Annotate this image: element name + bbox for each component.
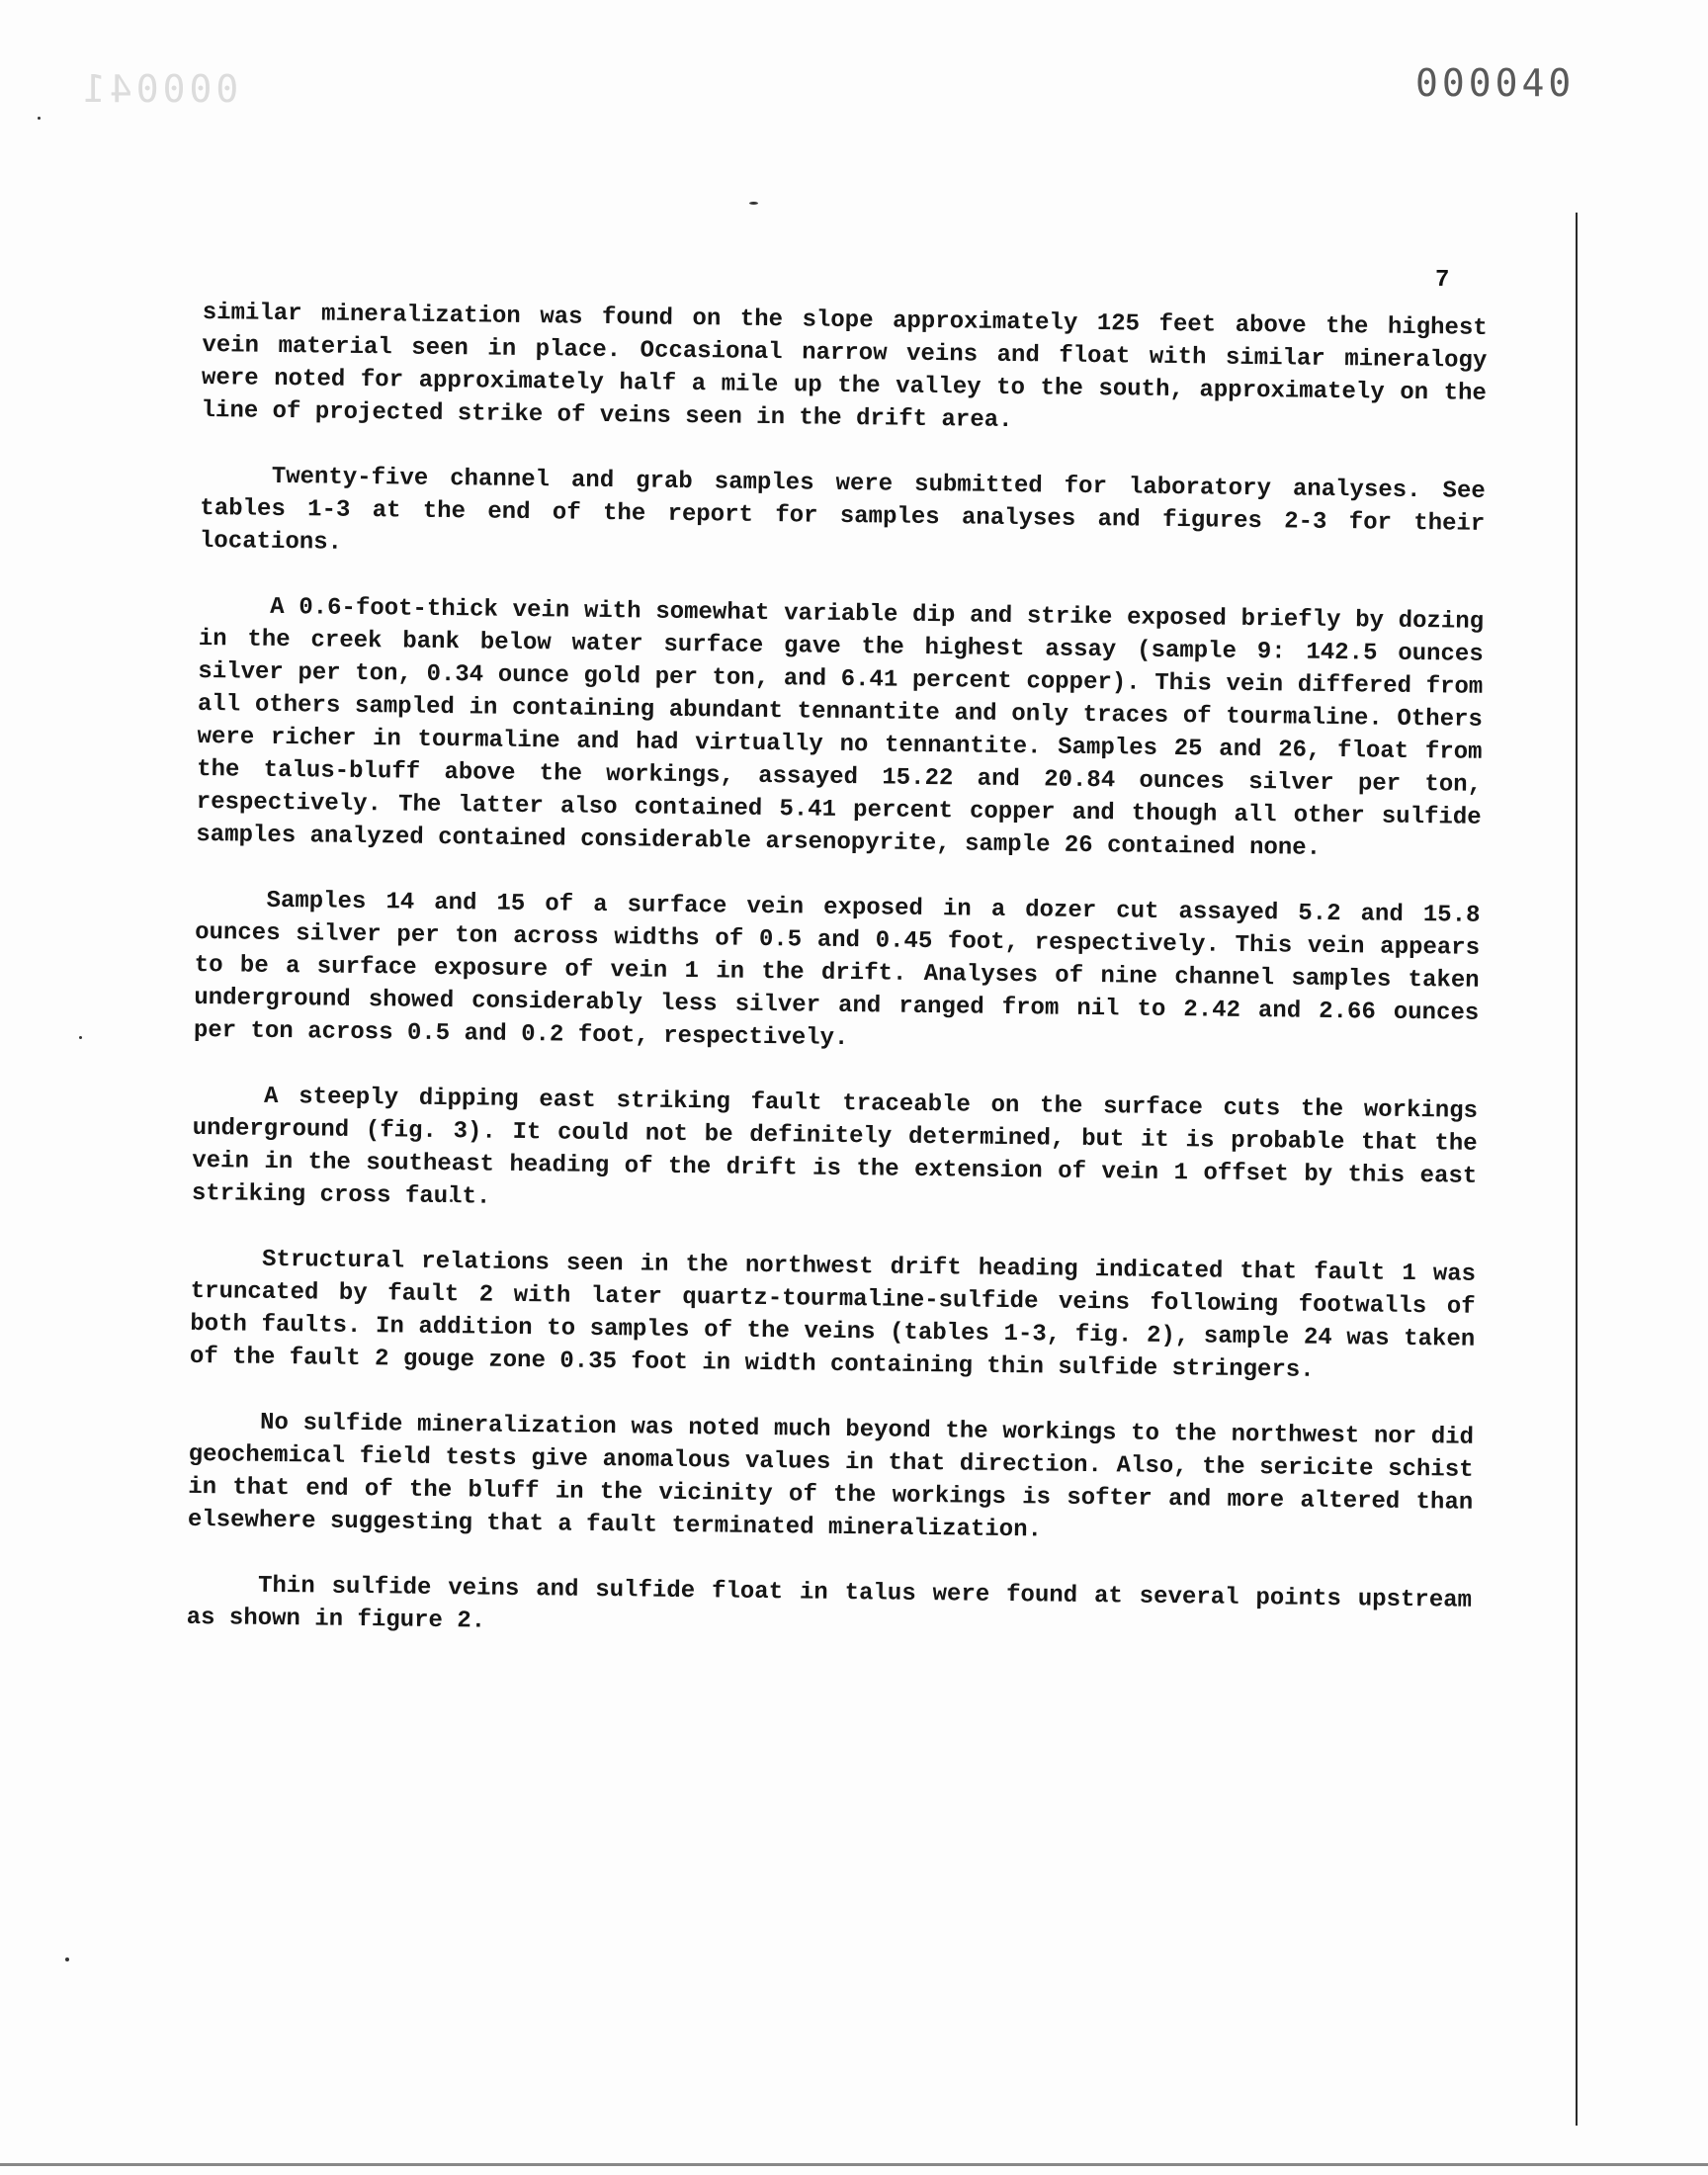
scan-speck [79,1036,82,1039]
paragraph: Samples 14 and 15 of a surface vein exposed in a dozer cut assayed 5.2 and 15.8 ounces silver per ton across widths of 0.5 and 0.45 foot, respectively. This vein appears to be a surface exposure of vein 1 in the drift. Analyses of nine channel samples taken underground showed considerably less silver and ranged from nil to 2.42 and 2.66 ounces per ton across 0.5 and 0.2 foot, respectively. [193,887,1481,1053]
bleed-through-document-number: 000041 [79,67,239,111]
bottom-edge-rule [0,2163,1708,2166]
scan-speck [38,117,41,120]
paragraph: Structural relations seen in the northwest drift heading indicated that fault 1 was truncated by fault 2 with later quartz-tourmaline-sulfide veins following footwalls of both faults. In addition to samples of the veins (tables 1-3, fig. 2), sample 24 was taken of the fault 2 gouge zone 0.35 foot in width containing thin sulfide stringers. [189,1246,1477,1384]
right-margin-rule [1576,213,1578,2126]
paragraph: Twenty-five channel and grab samples were submitted for laboratory analyses. See tables 1-3 at the end of the report for samples analyses and figures 2-3 for their locations. [199,463,1486,557]
body-text [186,297,1488,1683]
scan-speck [65,1958,69,1961]
paragraph: No sulfide mineralization was noted much beyond the workings to the northwest nor did geochemical field tests give anomalous values in that direction. Also, the sericite schist in that end of the bluff in the vicinity of the workings is softer and more altered than elsewhere suggesting that a fault terminated mineralization. [187,1409,1475,1544]
paragraph: A 0.6-foot-thick vein with somewhat variable dip and strike exposed briefly by dozing in the creek bank below water surface gave the highest assay (sample 9: 142.5 ounces silver per ton, 0.34 ounce gold per ton, and 6.41 percent copper). This vein differed from all others sampled in containing abundant tennantite and only traces of tourmaline. Others were richer in tourmaline and had virtually no tennantite. Samples 25 and 26, float from the talus-bluff above the workings, assayed 15.22 and 20.84 ounces silver per ton, respectively. The latter also contained 5.41 percent copper and though all other sulfide samples analyzed contained considerable arsenopyrite, sample 26 contained none. [196,593,1485,862]
scan-speck [749,202,758,205]
document-number: 000040 [1415,61,1576,105]
paragraph: similar mineralization was found on the slope approximately 125 feet above the highest vein material seen in place. Occasional narrow veins and float with similar mineralogy were noted for approximately half a mile up the valley to the south, approximately on the line of projected strike of veins seen in the drift area. [201,299,1488,435]
paragraph: A steeply dipping east striking fault traceable on the surface cuts the workings underground (fig. 3). It could not be definitely determined, but it is probable that the vein in the southeast heading of the drift is the extension of vein 1 offset by this east striking cross fault. [191,1083,1479,1211]
paragraph: Thin sulfide veins and sulfide float in talus were found at several points upstream as shown in figure 2. [186,1572,1473,1635]
page-number: 7 [1435,267,1450,294]
